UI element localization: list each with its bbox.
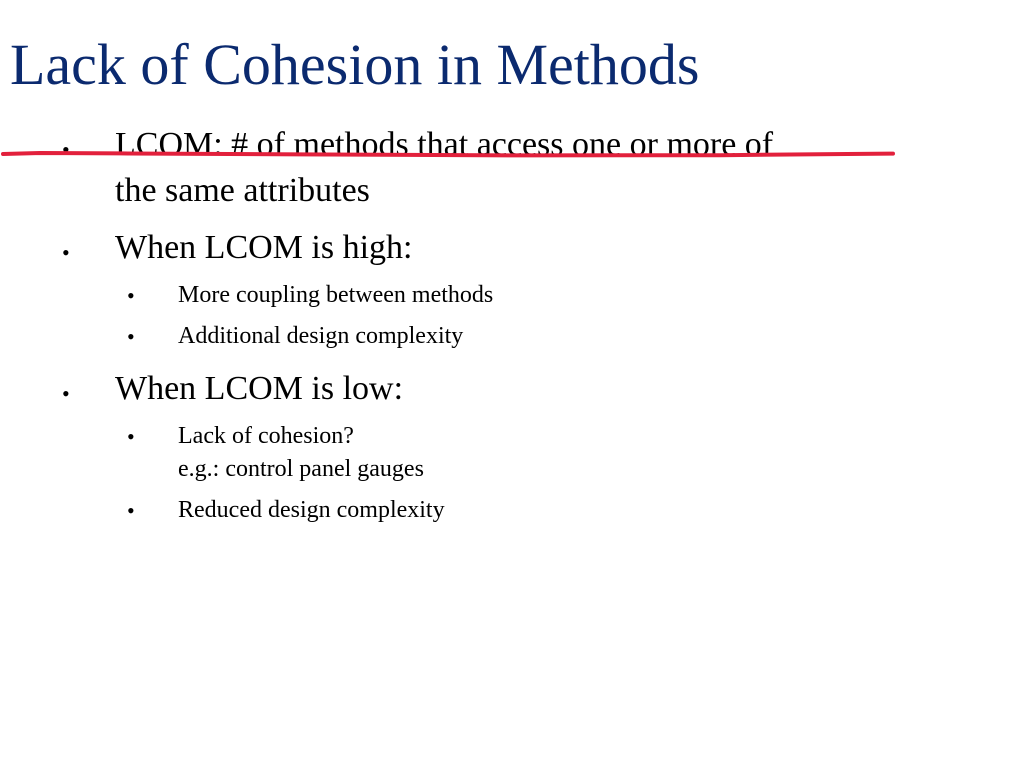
sub-bullet-marker: • [127, 424, 135, 449]
bullet-marker: • [62, 240, 70, 265]
sub-bullet-marker: • [127, 283, 135, 308]
sub-bullet-marker: • [127, 324, 135, 349]
bullet-text: When LCOM is low: [115, 370, 404, 407]
sub-bullet-text: Additional design complexity [178, 323, 464, 349]
slide-title: Lack of Cohesion in Methods [10, 32, 700, 97]
sub-bullet-text: Reduced design complexity [178, 497, 445, 523]
title-underline-rule [0, 137, 1024, 170]
bullet-text: When LCOM is high: [115, 229, 413, 266]
sub-bullet-text: Lack of cohesion? e.g.: control panel gauges [178, 423, 424, 482]
sub-bullet-marker: • [127, 498, 135, 523]
bullet-marker: • [62, 137, 70, 162]
bullet-text: LCOM: # of methods that access one or more of the same attributes [115, 126, 774, 209]
title-underline-stroke [3, 153, 893, 155]
sub-bullet-text: More coupling between methods [178, 282, 494, 308]
bullet-marker: • [62, 381, 70, 406]
